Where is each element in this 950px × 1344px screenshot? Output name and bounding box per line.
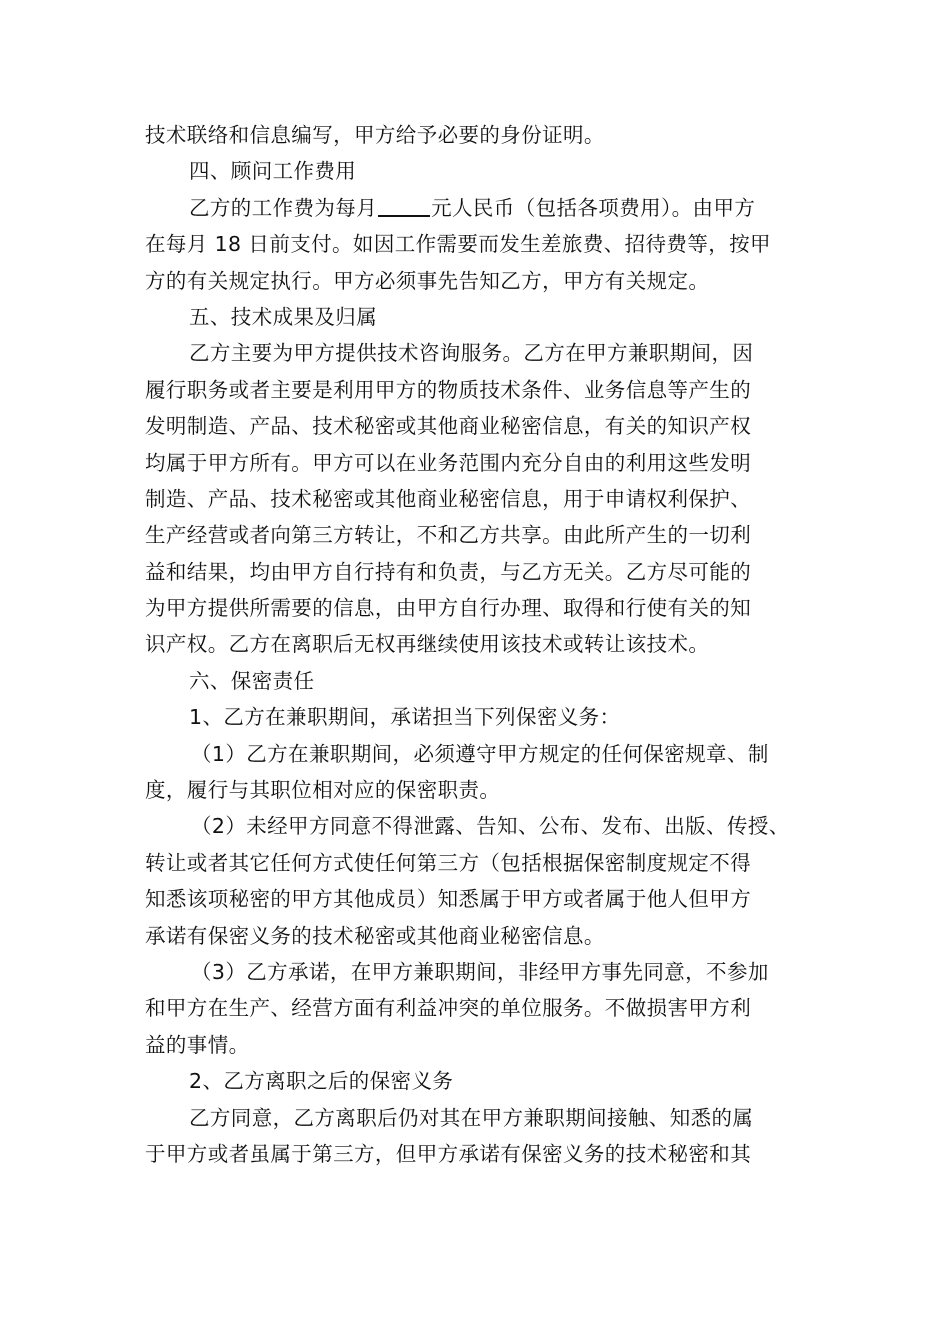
paragraph-line: （3）乙方承诺，在甲方兼职期间，非经甲方事先同意，不参加 [191,959,769,984]
section-heading-fees: 四、顾问工作费用 [189,159,357,184]
section-heading-confidentiality: 六、保密责任 [189,668,315,693]
paragraph-line: 在每月 18 日前支付。如因工作需要而发生差旅费、招待费等，按甲 [145,232,771,257]
section-heading-ip: 五、技术成果及归属 [189,304,378,329]
paragraph-line-with-blank [145,190,810,226]
paragraph-line: 转让或者其它任何方式使任何第三方（包括根据保密制度规定不得 [145,850,752,875]
clause-heading-1: 1、乙方在兼职期间，承诺担当下列保密义务： [189,705,621,730]
paragraph-line: 为甲方提供所需要的信息，由甲方自行办理、取得和行使有关的知 [145,596,752,621]
paragraph-line: 技术联络和信息编写，甲方给予必要的身份证明。 [145,123,605,147]
paragraph-line: （1）乙方在兼职期间，必须遵守甲方规定的任何保密规章、制 [191,741,769,766]
paragraph-line: 制造、产品、技术秘密或其他商业秘密信息，用于申请权利保护、 [145,486,752,511]
paragraph-line: 承诺有保密义务的技术秘密或其他商业秘密信息。 [145,923,605,948]
fee-text-after: 元人民币（包括各项费用）。由甲方 [431,195,756,220]
paragraph-line: 乙方同意，乙方离职后仍对其在甲方兼职期间接触、知悉的属 [189,1105,754,1130]
paragraph-line: 益和结果，均由甲方自行持有和负责，与乙方无关。乙方尽可能的 [145,559,752,584]
paragraph-line: 方的有关规定执行。甲方必须事先告知乙方，甲方有关规定。 [145,268,710,293]
fee-amount-blank [378,195,430,217]
fee-text-before: 乙方的工作费为每月 [189,195,378,220]
paragraph-line: 均属于甲方所有。甲方可以在业务范围内充分自由的利用这些发明 [145,450,752,475]
clause-heading-2: 2、乙方离职之后的保密义务 [189,1069,454,1094]
paragraph-line: 生产经营或者向第三方转让，不和乙方共享。由此所产生的一切利 [145,523,752,548]
paragraph-line: 知悉该项秘密的甲方其他成员）知悉属于甲方或者属于他人但甲方 [145,887,752,912]
paragraph-line: 乙方主要为甲方提供技术咨询服务。乙方在甲方兼职期间，因 [189,341,754,366]
paragraph-line: 和甲方在生产、经营方面有利益冲突的单位服务。不做损害甲方利 [145,996,752,1021]
paragraph-line: 于甲方或者虽属于第三方，但甲方承诺有保密义务的技术秘密和其 [145,1141,752,1166]
document-body [145,117,810,1172]
paragraph-line: 益的事情。 [145,1032,250,1057]
paragraph-line: 发明制造、产品、技术秘密或其他商业秘密信息，有关的知识产权 [145,414,752,439]
paragraph-line: （2）未经甲方同意不得泄露、告知、公布、发布、出版、传授、 [191,814,790,839]
paragraph-line: 履行职务或者主要是利用甲方的物质技术条件、业务信息等产生的 [145,377,752,402]
paragraph-line: 度，履行与其职位相对应的保密职责。 [145,778,501,803]
paragraph-line: 识产权。乙方在离职后无权再继续使用该技术或转让该技术。 [145,632,710,657]
